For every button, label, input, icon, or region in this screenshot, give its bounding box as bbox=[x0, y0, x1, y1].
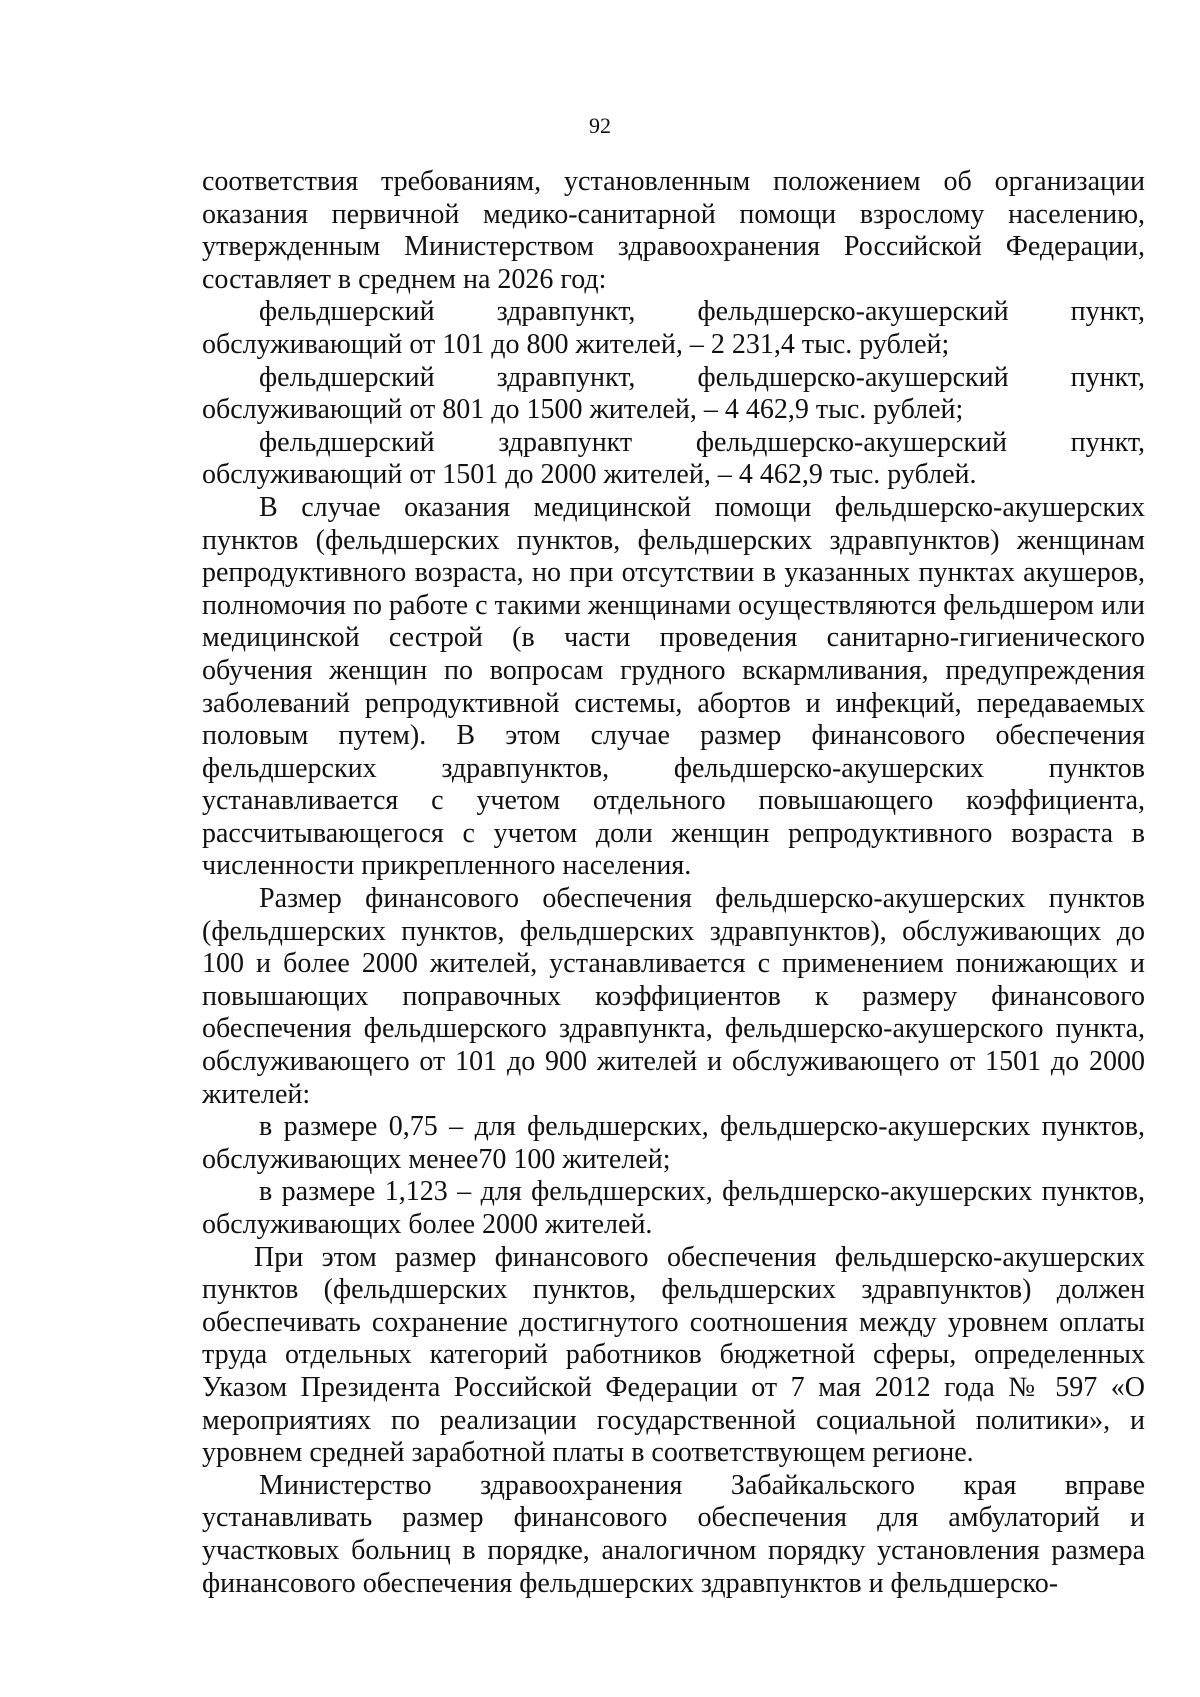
paragraph-continuation: соответствия требованиям, установленным положением об организации оказания первичной медико-санитарной помощи взрослому населению, утвержденным Министерством здравоохранения Российской Федерации, составляет в среднем на 2026 год: bbox=[202, 166, 1145, 295]
page-number: 92 bbox=[589, 113, 611, 138]
paragraph-feldsher-101-800: фельдшерский здравпункт, фельдшерско-акушерский пункт, обслуживающий от 101 до 800 жителей, – 2 231,4 тыс. рублей; bbox=[202, 296, 1145, 360]
document-body bbox=[202, 166, 1145, 1600]
paragraph-salary-ratio: При этом размер финансового обеспечения фельдшерско-акушерских пунктов (фельдшерских пунктов, фельдшерских здравпунктов) должен обеспечивать сохранение достигнутого соотношения между уровнем оплаты труда отдельных категорий работников бюджетной сферы, определенных Указом Президента Российской Федерации от 7 мая 2012 года № 597 «О мероприятиях по реализации государственной социальной политики», и уровнем средней заработной платы в соответствующем регионе. bbox=[202, 1241, 1145, 1469]
paragraph-coefficient-075: в размере 0,75 – для фельдшерских, фельдшерско-акушерских пунктов, обслуживающих менее70 100 жителей; bbox=[202, 1111, 1145, 1175]
paragraph-coefficients: Размер финансового обеспечения фельдшерско-акушерских пунктов (фельдшерских пунктов, фельдшерских здравпунктов), обслуживающих до 100 и более 2000 жителей, устанавливается с применением понижающих и повышающих поправочных коэффициентов к размеру финансового обеспечения фельдшерского здравпункта, фельдшерско-акушерского пункта, обслуживающего от 101 до 900 жителей и обслуживающего от 1501 до 2000 жителей: bbox=[202, 883, 1145, 1110]
paragraph-coefficient-1123: в размере 1,123 – для фельдшерских, фельдшерско-акушерских пунктов, обслуживающих более 2000 жителей. bbox=[202, 1176, 1145, 1240]
paragraph-ministry: Министерство здравоохранения Забайкальского края вправе устанавливать размер финансового обеспечения для амбулаторий и участковых больниц в порядке, аналогичном порядку установления размера финансового обеспечения фельдшерских здравпунктов и фельдшерско- bbox=[202, 1469, 1145, 1599]
paragraph-feldsher-801-1500: фельдшерский здравпункт, фельдшерско-акушерский пункт, обслуживающий от 801 до 1500 жителей, – 4 462,9 тыс. рублей; bbox=[202, 361, 1145, 426]
paragraph-reproductive-age: В случае оказания медицинской помощи фельдшерско-акушерских пунктов (фельдшерских пунктов, фельдшерских здравпунктов) женщинам репродуктивного возраста, но при отсутствии в указанных пунктах акушеров, полномочия по работе с такими женщинами осуществляются фельдшером или медицинской сестрой (в части проведения санитарно-гигиенического обучения женщин по вопросам грудного вскармливания, предупреждения заболеваний репродуктивной системы, абортов и инфекций, передаваемых половым путем). В этом случае размер финансового обеспечения фельдшерских здравпунктов, фельдшерско-акушерских пунктов устанавливается с учетом отдельного повышающего коэффициента, рассчитывающегося с учетом доли женщин репродуктивного возраста в численности прикрепленного населения. bbox=[202, 491, 1145, 882]
paragraph-feldsher-1501-2000: фельдшерский здравпункт фельдшерско-акушерский пункт, обслуживающий от 1501 до 2000 жителей, – 4 462,9 тыс. рублей. bbox=[202, 426, 1145, 491]
